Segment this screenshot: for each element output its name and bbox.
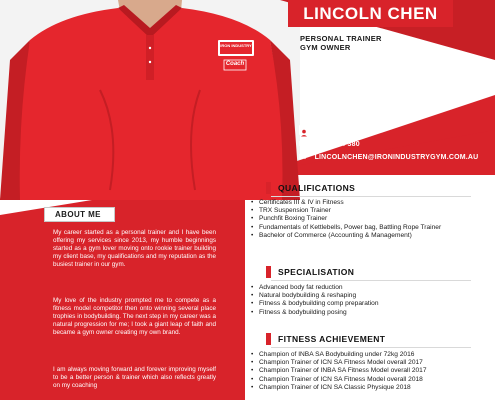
list-item: • Champion Trainer of ICN SA Classic Physique 2018 <box>251 384 451 392</box>
list-item: • Champion Trainer of ICN SA Fitness Model overall 2018 <box>251 376 451 384</box>
email-address: LINCOLNCHEN@IRONINDUSTRYGYM.COM.AU <box>314 154 479 161</box>
about-heading: ABOUT ME <box>44 207 115 222</box>
list-item: • Fundamentals of Kettlebells, Power bag, Battling Rope Trainer <box>251 224 451 232</box>
contact-phone[interactable] <box>299 141 360 148</box>
email-label: E: <box>299 154 307 161</box>
list-item: • Champion Trainer of ICN SA Fitness Model overall 2017 <box>251 359 451 367</box>
achievement-list <box>251 351 451 392</box>
specialisation-list <box>251 284 451 317</box>
contact-title: CONTACT ME <box>313 126 369 135</box>
list-item: • Fitness & bodybuilding posing <box>251 309 451 317</box>
specialisation-divider <box>271 280 471 281</box>
shirt-coach-badge: Coach <box>225 61 245 67</box>
achievement-heading: FITNESS ACHIEVEMENT <box>266 333 478 345</box>
contact-card-icon <box>299 125 309 135</box>
name-heading: LINCOLN CHEN <box>288 0 453 27</box>
list-item: • TRX Suspension Trainer <box>251 207 451 215</box>
contact-email[interactable] <box>299 154 478 161</box>
list-item: • Punchfit Boxing Trainer <box>251 215 451 223</box>
list-item: • Champion Trainer of INBA SA Fitness Model overall 2017 <box>251 367 451 375</box>
phone-number: 0421 954 380 <box>314 141 360 148</box>
role-personal-trainer: PERSONAL TRAINER <box>300 34 382 43</box>
trainer-photo <box>0 0 300 200</box>
list-item: • Natural bodybuilding & reshaping <box>251 292 451 300</box>
shirt-logo: IRON INDUSTRY <box>220 43 252 48</box>
list-item: • Fitness & bodybuilding comp preparation <box>251 300 451 308</box>
list-item: • Champion of INBA SA Bodybuilding under 72kg 2016 <box>251 351 451 359</box>
role-gym-owner: GYM OWNER <box>300 43 351 52</box>
list-item: • Advanced body fat reduction <box>251 284 451 292</box>
specialisation-heading: SPECIALISATION <box>266 266 478 278</box>
about-paragraph-3: I am always moving forward and forever improving myself to be a better person & trainer which also reflects greatly on my coaching <box>53 366 216 389</box>
achievement-divider <box>271 347 471 348</box>
about-paragraph-2: My love of the industry prompted me to compete as a fitness model competitor then onto winning several place trophies in bodybuilding. The next step in my career was a natural progression for me; I took a giant leap of faith and became a gym owner creating my own brand. <box>53 297 216 336</box>
qualifications-heading: QUALIFICATIONS <box>266 182 478 194</box>
list-item: • Certificates III & IV in Fitness <box>251 199 451 207</box>
phone-label: P: <box>299 141 307 148</box>
list-item: • Bachelor of Commerce (Accounting & Management) <box>251 232 451 240</box>
qualifications-list <box>251 199 451 240</box>
qualifications-divider <box>271 196 471 197</box>
about-paragraph-1: My career started as a personal trainer and I have been offering my services since 2013, my humble beginnings started as a gym lover moving onto rookie trainer building my client base, my qualifications and my reputation as the busiest trainer in our gym. <box>53 229 216 268</box>
